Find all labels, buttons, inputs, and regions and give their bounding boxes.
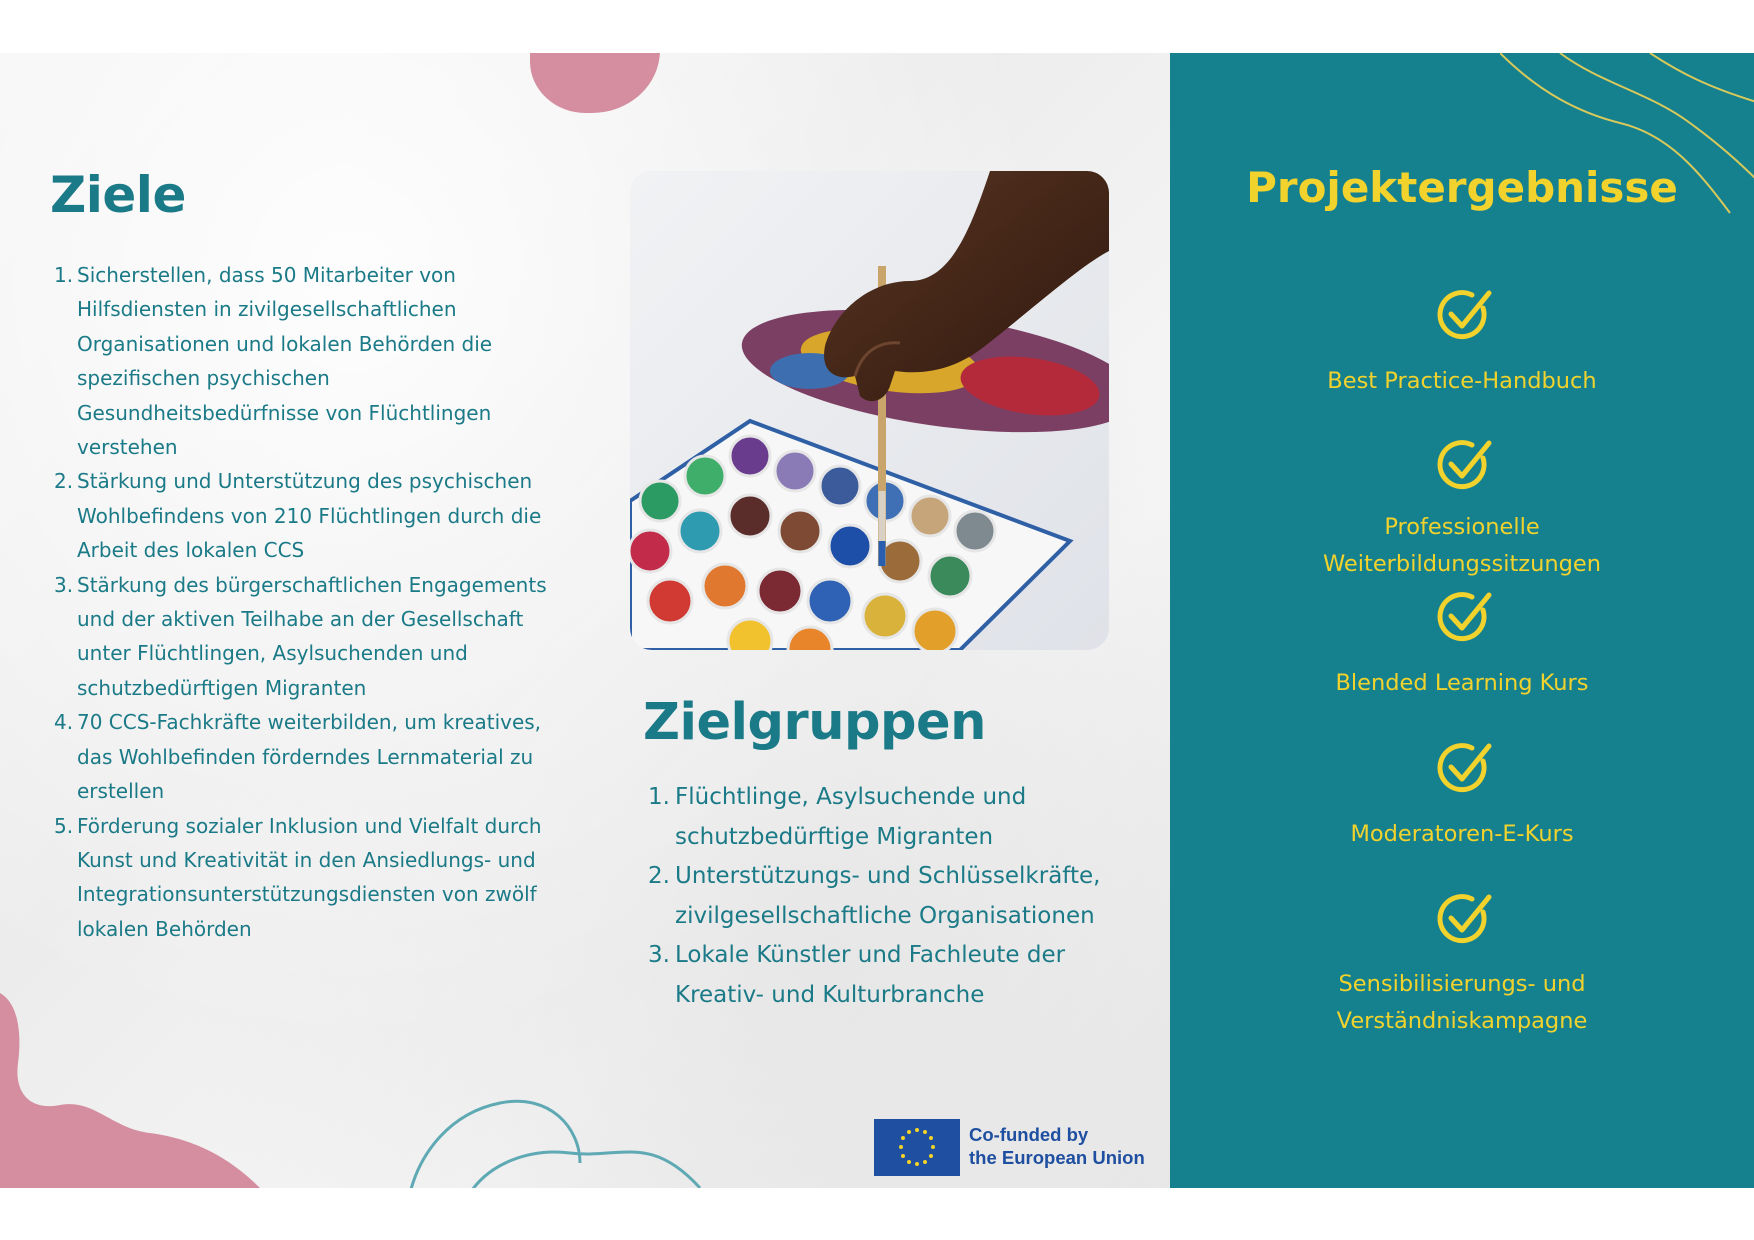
decorative-blob-bottom: [0, 993, 280, 1188]
target-group-text: Flüchtlinge, Asylsuchende und schutzbedürftige Migranten: [675, 784, 1027, 850]
list-item: 4. 70 CCS-Fachkräfte weiterbilden, um kreatives, das Wohlbefinden förderndes Lernmaterial zu erstellen: [54, 710, 542, 804]
check-circle-icon: [1434, 286, 1494, 346]
watercolor-painting-photo: [630, 171, 1109, 650]
list-item: 3. Lokale Künstler und Fachleute der Kreativ- und Kulturbranche: [648, 942, 1066, 1008]
target-group-text: Unterstützungs- und Schlüsselkräfte, zivilgesellschaftliche Organisationen: [675, 863, 1101, 929]
funding-line-1: Co-funded by: [969, 1124, 1089, 1145]
project-results-panel: [1170, 53, 1754, 1188]
goal-text: Stärkung und Unterstützung des psychischen Wohlbefindens von 210 Flüchtlingen durch die Arbeit des lokalen CCS: [77, 469, 542, 563]
goals-list: [50, 258, 570, 946]
target-groups-list: [648, 778, 1128, 1015]
check-circle-icon: [1434, 890, 1494, 950]
goal-text: 70 CCS-Fachkräfte weiterbilden, um kreatives, das Wohlbefinden förderndes Lernmaterial zu erstellen: [77, 710, 542, 804]
result-item-blended-learning: Blended Learning Kurs: [1335, 670, 1589, 696]
list-item: 2. Stärkung und Unterstützung des psychischen Wohlbefindens von 210 Flüchtlingen durch die Arbeit des lokalen CCS: [54, 469, 542, 563]
list-item: 2. Unterstützungs- und Schlüsselkräfte, zivilgesellschaftliche Organisationen: [648, 863, 1101, 929]
list-item: 5. Förderung sozialer Inklusion und Vielfalt durch Kunst und Kreativität in den Ansiedlungs- und Integrationsunterstützungsdiensten von zwölf lokalen Behörden: [54, 813, 542, 941]
decorative-squiggle-bottom: [380, 1093, 780, 1188]
goals-heading: Ziele: [50, 166, 186, 224]
check-circle-icon: [1434, 588, 1494, 648]
funding-line-2: the European Union: [969, 1147, 1145, 1168]
list-item: 1. Sicherstellen, dass 50 Mitarbeiter von Hilfsdiensten in zivilgesellschaftlichen Organisationen und lokalen Behörden die spezifischen psychischen Gesundheitsbedürfnisse von Flüchtlingen verstehen: [54, 263, 493, 460]
check-circle-icon: [1434, 436, 1494, 496]
eu-flag-icon: [874, 1119, 960, 1176]
result-item-training-sessions: Professionelle Weiterbildungssitzungen: [1322, 514, 1602, 577]
result-item-awareness-campaign: Sensibilisierungs- und Verständniskampagne: [1336, 971, 1588, 1034]
funding-note: [969, 1123, 1145, 1169]
goal-text: Sicherstellen, dass 50 Mitarbeiter von Hilfsdiensten in zivilgesellschaftlichen Organisationen und lokalen Behörden die spezifischen psychischen Gesundheitsbedürfnisse von Flüchtlingen verstehen: [77, 263, 493, 460]
target-group-text: Lokale Künstler und Fachleute der Kreativ- und Kulturbranche: [675, 942, 1066, 1008]
list-item: 1. Flüchtlinge, Asylsuchende und schutzbedürftige Migranten: [648, 784, 1027, 850]
brochure-sheet: [0, 53, 1754, 1188]
goal-text: Förderung sozialer Inklusion und Vielfalt durch Kunst und Kreativität in den Ansiedlungs- und Integrationsunterstützungsdiensten von zwölf lokalen Behörden: [77, 813, 542, 941]
decorative-blob-top: [530, 53, 660, 113]
project-results-heading: Projektergebnisse: [1246, 163, 1678, 212]
list-item: 3. Stärkung des bürgerschaftlichen Engagements und der aktiven Teilhabe an der Gesellschaft unter Flüchtlingen, Asylsuchenden und schutzbedürftigen Migranten: [54, 572, 547, 700]
goal-text: Stärkung des bürgerschaftlichen Engagements und der aktiven Teilhabe an der Gesellschaft unter Flüchtlingen, Asylsuchenden und schutzbedürftigen Migranten: [77, 572, 547, 700]
check-circle-icon: [1434, 739, 1494, 799]
target-groups-heading: Zielgruppen: [643, 693, 986, 752]
result-item-moderator-course: Moderatoren-E-Kurs: [1350, 821, 1574, 847]
paper-background: [0, 53, 1170, 1188]
result-item-handbook: Best Practice-Handbuch: [1327, 368, 1597, 394]
